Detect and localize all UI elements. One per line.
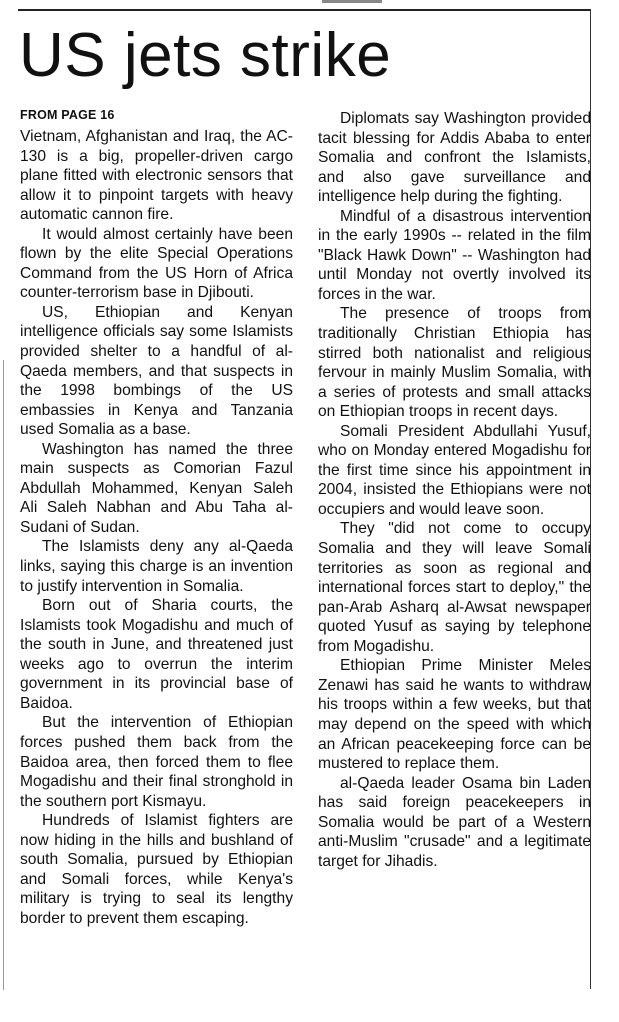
article-paragraph: Mindful of a disastrous intervention in the early 1990s -- related in the film "Black Hawk Down" -- Washington had until Monday not overtly involved its forces in the war.: [318, 207, 591, 303]
article-paragraph: Washington has named the three main suspects as Comorian Fazul Abdullah Mohammed, Kenyan Saleh Ali Saleh Nabhan and Abu Taha al-Sudani of Sudan.: [20, 440, 293, 536]
top-rule: [18, 9, 590, 11]
article-paragraph: It would almost certainly have been flown by the elite Special Operations Command from the US Horn of Africa counter-terrorism base in Djibouti.: [20, 225, 293, 302]
article-paragraph: Vietnam, Afghanistan and Iraq, the AC-130 is a big, propeller-driven cargo plane fitted with electronic sensors that allow it to pinpoint targets with heavy automatic cannon fire.: [20, 128, 293, 224]
headline: US jets strike: [19, 21, 392, 90]
article-paragraph: They "did not come to occupy Somalia and they will leave Somali territories as soon as regional and international forces start to deploy," the pan-Arab Asharq al-Awsat newspaper quoted Yusuf as saying by telephone from Mogadishu.: [318, 520, 591, 655]
article-paragraph: Ethiopian Prime Minister Meles Zenawi has said he wants to withdraw his troops within a few weeks, but that may depend on the speed with which an African peacekeeping force can be mustered to replace them.: [318, 657, 591, 773]
article-paragraph: The presence of troops from traditionally Christian Ethiopia has stirred both nationalist and religious fervour in mainly Muslim Somalia, with a series of protests and small attacks on Ethiopian troops in recent days.: [318, 305, 591, 421]
article-paragraph: Born out of Sharia courts, the Islamists took Mogadishu and much of the south in June, and threatened just weeks ago to overrun the interim government in its provincial base of Baidoa.: [20, 597, 293, 712]
article-paragraph: The Islamists deny any al-Qaeda links, saying this charge is an invention to justify intervention in Somalia.: [20, 538, 293, 595]
left-edge-rule: [3, 360, 4, 990]
article-paragraph: al-Qaeda leader Osama bin Laden has said foreign peacekeepers in Somalia would be part of a Western anti-Muslim "crusade" and a legitimate target for Jihadis.: [318, 774, 591, 870]
right-column: [318, 109, 591, 871]
article-paragraph: Hundreds of Islamist fighters are now hiding in the hills and bushland of south Somalia, pursued by Ethiopian and Somali forces, while Kenya's military is trying to seal its lengthy border to prevent them escaping.: [20, 812, 293, 927]
article-paragraph: Somali President Abdullahi Yusuf, who on Monday entered Mogadishu for the first time since his appointment in 2004, insisted the Ethiopians were not occupiers and would leave soon.: [318, 422, 591, 518]
article-paragraph: But the intervention of Ethiopian forces pushed them back from the Baidoa area, then forced them to flee Mogadishu and their final stronghold in the southern port Kismayu.: [20, 714, 293, 810]
left-column: [20, 108, 293, 928]
article-paragraph: Diplomats say Washington provided tacit blessing for Addis Ababa to enter Somalia and confront the Islamists, and also gave surveillance and intelligence help during the fighting.: [318, 110, 591, 206]
top-rule-stub: [322, 0, 382, 3]
article-paragraph: US, Ethiopian and Kenyan intelligence officials say some Islamists provided shelter to a handful of al-Qaeda members, and that suspects in the 1998 bombings of the US embassies in Kenya and Tanzania used Somalia as a base.: [20, 303, 293, 439]
continuation-kicker: FROM PAGE 16: [20, 108, 115, 122]
